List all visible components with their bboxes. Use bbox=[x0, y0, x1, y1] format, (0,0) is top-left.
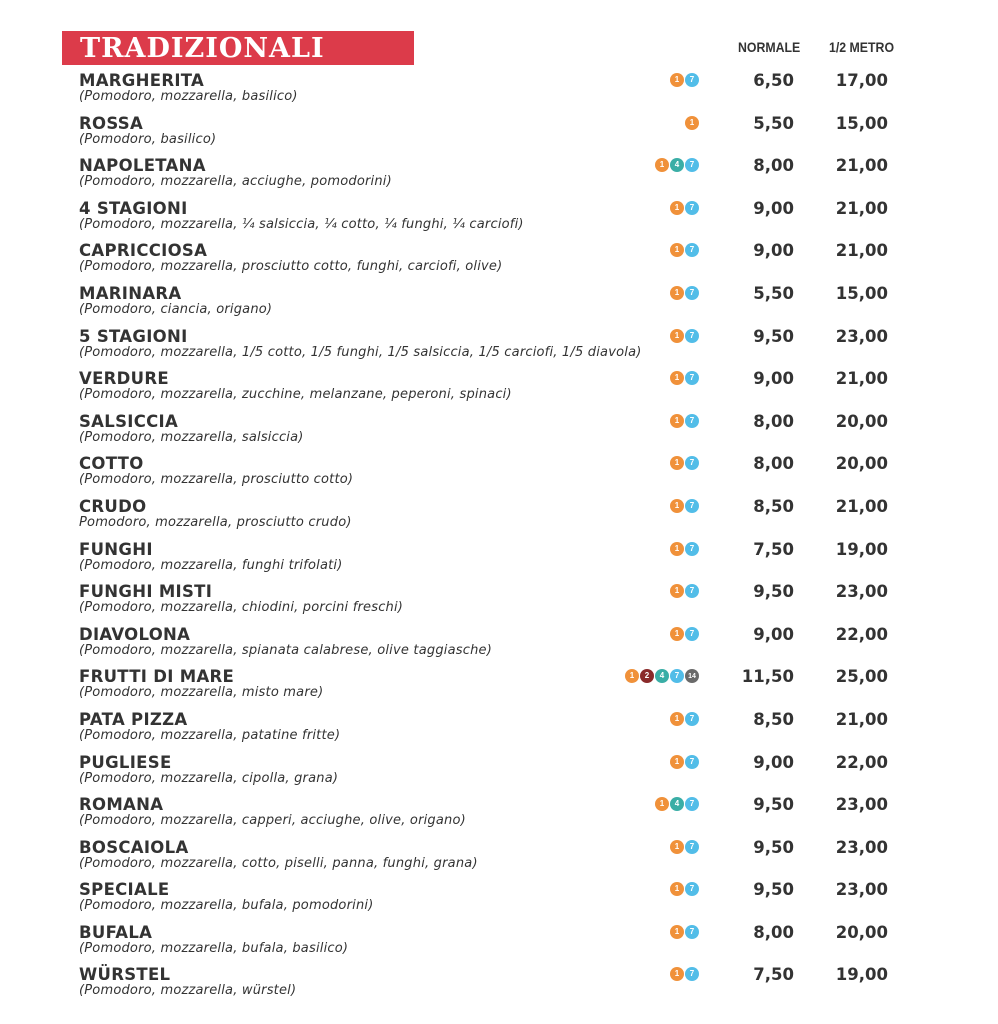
menu-item bbox=[0, 113, 998, 156]
pizza-name: FUNGHI bbox=[79, 539, 153, 559]
column-header-normale: NORMALE bbox=[738, 39, 801, 55]
pizza-name: PUGLIESE bbox=[79, 752, 172, 772]
pizza-ingredients: (Pomodoro, mozzarella, basilico) bbox=[79, 89, 298, 104]
allergen-7-icon: 7 bbox=[685, 840, 699, 854]
price-normale: 8,00 bbox=[753, 156, 794, 176]
price-half-metro: 23,00 bbox=[835, 837, 888, 857]
pizza-ingredients: (Pomodoro, mozzarella, misto mare) bbox=[79, 685, 324, 701]
pizza-name: NAPOLETANA bbox=[79, 156, 206, 176]
allergen-7-icon: 7 bbox=[685, 797, 699, 811]
allergen-badges bbox=[670, 627, 699, 641]
price-half-metro: 20,00 bbox=[835, 411, 888, 431]
allergen-badges bbox=[670, 925, 699, 939]
menu-list bbox=[0, 70, 998, 1007]
allergen-1-icon: 1 bbox=[670, 201, 684, 215]
allergen-1-icon: 1 bbox=[625, 669, 639, 683]
price-half-metro: 21,00 bbox=[835, 496, 888, 516]
price-half-metro: 21,00 bbox=[835, 198, 888, 218]
price-normale: 9,00 bbox=[753, 198, 794, 218]
price-normale: 9,00 bbox=[753, 752, 794, 772]
allergen-badges bbox=[670, 882, 699, 896]
price-normale: 9,00 bbox=[753, 241, 794, 261]
price-normale: 9,50 bbox=[753, 795, 794, 815]
allergen-badges bbox=[670, 286, 699, 300]
pizza-name: FRUTTI DI MARE bbox=[79, 667, 235, 687]
menu-item bbox=[0, 581, 998, 624]
price-half-metro: 19,00 bbox=[835, 539, 888, 559]
pizza-ingredients: (Pomodoro, mozzarella, 1/5 cotto, 1/5 funghi, 1/5 salsiccia, 1/5 carciofi, 1/5 diavola) bbox=[79, 344, 642, 360]
price-normale: 8,50 bbox=[753, 496, 794, 516]
allergen-badges bbox=[670, 499, 699, 513]
allergen-badges bbox=[670, 967, 699, 981]
price-half-metro: 21,00 bbox=[835, 369, 888, 389]
allergen-4-icon: 4 bbox=[670, 158, 684, 172]
price-normale: 9,50 bbox=[753, 326, 794, 346]
pizza-ingredients: (Pomodoro, mozzarella, cipolla, grana) bbox=[79, 770, 339, 786]
price-normale: 6,50 bbox=[753, 71, 794, 90]
pizza-ingredients: (Pomodoro, mozzarella, chiodini, porcini freschi) bbox=[79, 600, 404, 616]
pizza-name: SPECIALE bbox=[79, 880, 170, 900]
allergen-1-icon: 1 bbox=[685, 116, 699, 130]
price-normale: 8,00 bbox=[753, 922, 794, 942]
allergen-badges bbox=[670, 712, 699, 726]
menu-item bbox=[0, 198, 998, 241]
menu-item bbox=[0, 539, 998, 582]
menu-item bbox=[0, 964, 998, 1007]
price-half-metro: 21,00 bbox=[835, 241, 888, 261]
allergen-7-icon: 7 bbox=[685, 158, 699, 172]
price-normale: 8,50 bbox=[753, 709, 794, 729]
pizza-ingredients: (Pomodoro, mozzarella, cotto, piselli, panna, funghi, grana) bbox=[79, 855, 478, 871]
price-half-metro: 23,00 bbox=[835, 582, 888, 602]
pizza-ingredients: (Pomodoro, mozzarella, capperi, acciughe, olive, origano) bbox=[79, 813, 466, 829]
price-half-metro: 23,00 bbox=[835, 795, 888, 815]
allergen-badges bbox=[670, 584, 699, 598]
allergen-badges bbox=[670, 371, 699, 385]
price-half-metro: 20,00 bbox=[835, 922, 888, 942]
allergen-14-icon: 14 bbox=[685, 669, 699, 683]
menu-item bbox=[0, 794, 998, 837]
pizza-ingredients: Pomodoro, mozzarella, prosciutto crudo) bbox=[79, 514, 352, 530]
price-half-metro: 22,00 bbox=[835, 752, 888, 772]
pizza-ingredients: (Pomodoro, mozzarella, würstel) bbox=[79, 983, 297, 999]
allergen-7-icon: 7 bbox=[685, 627, 699, 641]
allergen-7-icon: 7 bbox=[685, 456, 699, 470]
pizza-name: CRUDO bbox=[79, 496, 147, 516]
price-normale: 9,00 bbox=[753, 624, 794, 644]
allergen-7-icon: 7 bbox=[685, 584, 699, 598]
pizza-name: 5 STAGIONI bbox=[79, 326, 188, 346]
price-half-metro: 20,00 bbox=[835, 454, 888, 474]
menu-item bbox=[0, 453, 998, 496]
pizza-ingredients: (Pomodoro, mozzarella, patatine fritte) bbox=[79, 727, 341, 743]
allergen-1-icon: 1 bbox=[670, 329, 684, 343]
pizza-name: COTTO bbox=[79, 454, 144, 474]
menu-item bbox=[0, 709, 998, 752]
allergen-1-icon: 1 bbox=[670, 456, 684, 470]
price-half-metro: 15,00 bbox=[835, 113, 888, 133]
price-half-metro: 25,00 bbox=[835, 667, 888, 687]
allergen-badges bbox=[670, 542, 699, 556]
price-half-metro: 19,00 bbox=[835, 965, 888, 985]
column-header-half-metro: 1/2 METRO bbox=[829, 39, 895, 55]
allergen-1-icon: 1 bbox=[670, 967, 684, 981]
price-normale: 9,50 bbox=[753, 582, 794, 602]
allergen-1-icon: 1 bbox=[670, 542, 684, 556]
pizza-name: MARGHERITA bbox=[79, 71, 205, 90]
allergen-1-icon: 1 bbox=[670, 755, 684, 769]
allergen-1-icon: 1 bbox=[670, 584, 684, 598]
allergen-badges bbox=[670, 329, 699, 343]
allergen-7-icon: 7 bbox=[685, 755, 699, 769]
allergen-badges bbox=[670, 755, 699, 769]
price-normale: 11,50 bbox=[741, 667, 794, 687]
price-normale: 8,00 bbox=[753, 411, 794, 431]
price-half-metro: 15,00 bbox=[835, 283, 888, 303]
allergen-7-icon: 7 bbox=[685, 542, 699, 556]
pizza-name: VERDURE bbox=[79, 369, 169, 389]
pizza-ingredients: (Pomodoro, mozzarella, zucchine, melanzane, peperoni, spinaci) bbox=[79, 387, 512, 403]
menu-item bbox=[0, 411, 998, 454]
allergen-7-icon: 7 bbox=[685, 882, 699, 896]
allergen-7-icon: 7 bbox=[685, 73, 699, 87]
allergen-1-icon: 1 bbox=[655, 158, 669, 172]
menu-item bbox=[0, 326, 998, 369]
pizza-ingredients: (Pomodoro, mozzarella, acciughe, pomodorini) bbox=[79, 174, 392, 190]
allergen-7-icon: 7 bbox=[685, 712, 699, 726]
allergen-badges bbox=[670, 73, 699, 87]
allergen-badges bbox=[670, 201, 699, 215]
allergen-4-icon: 4 bbox=[655, 669, 669, 683]
allergen-badges bbox=[625, 669, 699, 683]
pizza-name: FUNGHI MISTI bbox=[79, 582, 213, 602]
allergen-7-icon: 7 bbox=[685, 329, 699, 343]
allergen-badges bbox=[655, 797, 699, 811]
allergen-7-icon: 7 bbox=[685, 243, 699, 257]
menu-item bbox=[0, 666, 998, 709]
pizza-ingredients: (Pomodoro, mozzarella, salsiccia) bbox=[79, 429, 304, 445]
allergen-1-icon: 1 bbox=[670, 712, 684, 726]
pizza-name: 4 STAGIONI bbox=[79, 198, 188, 218]
allergen-7-icon: 7 bbox=[670, 669, 684, 683]
allergen-7-icon: 7 bbox=[685, 201, 699, 215]
allergen-1-icon: 1 bbox=[670, 243, 684, 257]
pizza-ingredients: (Pomodoro, ciancia, origano) bbox=[79, 301, 273, 317]
pizza-name: CAPRICCIOSA bbox=[79, 241, 208, 261]
pizza-ingredients: (Pomodoro, mozzarella, funghi trifolati) bbox=[79, 557, 343, 573]
allergen-4-icon: 4 bbox=[670, 797, 684, 811]
menu-item bbox=[0, 155, 998, 198]
pizza-name: DIAVOLONA bbox=[79, 624, 191, 644]
price-normale: 8,00 bbox=[753, 454, 794, 474]
price-normale: 9,00 bbox=[753, 369, 794, 389]
allergen-7-icon: 7 bbox=[685, 499, 699, 513]
pizza-name: PATA PIZZA bbox=[79, 709, 188, 729]
price-normale: 5,50 bbox=[753, 283, 794, 303]
menu-item bbox=[0, 368, 998, 411]
price-normale: 7,50 bbox=[753, 965, 794, 985]
pizza-ingredients: (Pomodoro, mozzarella, prosciutto cotto, funghi, carciofi, olive) bbox=[79, 259, 503, 275]
price-half-metro: 22,00 bbox=[835, 624, 888, 644]
menu-item bbox=[0, 752, 998, 795]
menu-item bbox=[0, 624, 998, 667]
pizza-ingredients: (Pomodoro, mozzarella, bufala, pomodorini) bbox=[79, 898, 374, 914]
price-normale: 7,50 bbox=[753, 539, 794, 559]
pizza-name: ROSSA bbox=[79, 113, 144, 133]
pizza-name: SALSICCIA bbox=[79, 411, 179, 431]
menu-item bbox=[0, 837, 998, 880]
price-half-metro: 21,00 bbox=[835, 709, 888, 729]
pizza-name: WÜRSTEL bbox=[79, 965, 171, 985]
allergen-7-icon: 7 bbox=[685, 925, 699, 939]
allergen-7-icon: 7 bbox=[685, 967, 699, 981]
allergen-7-icon: 7 bbox=[685, 286, 699, 300]
allergen-1-icon: 1 bbox=[670, 286, 684, 300]
pizza-ingredients: (Pomodoro, mozzarella, bufala, basilico) bbox=[79, 940, 349, 956]
allergen-badges bbox=[670, 840, 699, 854]
allergen-badges bbox=[670, 414, 699, 428]
price-half-metro: 23,00 bbox=[835, 326, 888, 346]
allergen-badges bbox=[670, 243, 699, 257]
price-normale: 9,50 bbox=[753, 880, 794, 900]
section-title: TRADIZIONALI bbox=[80, 33, 325, 64]
allergen-1-icon: 1 bbox=[670, 840, 684, 854]
allergen-1-icon: 1 bbox=[670, 882, 684, 896]
price-normale: 5,50 bbox=[753, 113, 794, 133]
menu-item bbox=[0, 879, 998, 922]
pizza-name: ROMANA bbox=[79, 795, 164, 815]
allergen-1-icon: 1 bbox=[670, 925, 684, 939]
allergen-1-icon: 1 bbox=[655, 797, 669, 811]
allergen-badges bbox=[655, 158, 699, 172]
allergen-1-icon: 1 bbox=[670, 414, 684, 428]
price-half-metro: 21,00 bbox=[835, 156, 888, 176]
section-banner bbox=[62, 31, 414, 65]
pizza-name: BUFALA bbox=[79, 922, 153, 942]
allergen-7-icon: 7 bbox=[685, 371, 699, 385]
allergen-1-icon: 1 bbox=[670, 73, 684, 87]
allergen-badges bbox=[685, 116, 699, 130]
allergen-7-icon: 7 bbox=[685, 414, 699, 428]
allergen-1-icon: 1 bbox=[670, 371, 684, 385]
menu-item bbox=[0, 240, 998, 283]
price-half-metro: 23,00 bbox=[835, 880, 888, 900]
pizza-name: BOSCAIOLA bbox=[79, 837, 189, 857]
allergen-2-icon: 2 bbox=[640, 669, 654, 683]
price-normale: 9,50 bbox=[753, 837, 794, 857]
menu-item bbox=[0, 283, 998, 326]
pizza-ingredients: (Pomodoro, basilico) bbox=[79, 131, 217, 147]
price-half-metro: 17,00 bbox=[835, 71, 888, 90]
menu-item bbox=[0, 70, 998, 113]
menu-item bbox=[0, 496, 998, 539]
pizza-ingredients: (Pomodoro, mozzarella, ¼ salsiccia, ¼ cotto, ¼ funghi, ¼ carciofi) bbox=[79, 216, 524, 232]
pizza-ingredients: (Pomodoro, mozzarella, prosciutto cotto) bbox=[79, 472, 354, 488]
allergen-1-icon: 1 bbox=[670, 499, 684, 513]
allergen-badges bbox=[670, 456, 699, 470]
pizza-ingredients: (Pomodoro, mozzarella, spianata calabrese, olive taggiasche) bbox=[79, 642, 492, 658]
allergen-1-icon: 1 bbox=[670, 627, 684, 641]
menu-item bbox=[0, 922, 998, 965]
pizza-name: MARINARA bbox=[79, 283, 182, 303]
